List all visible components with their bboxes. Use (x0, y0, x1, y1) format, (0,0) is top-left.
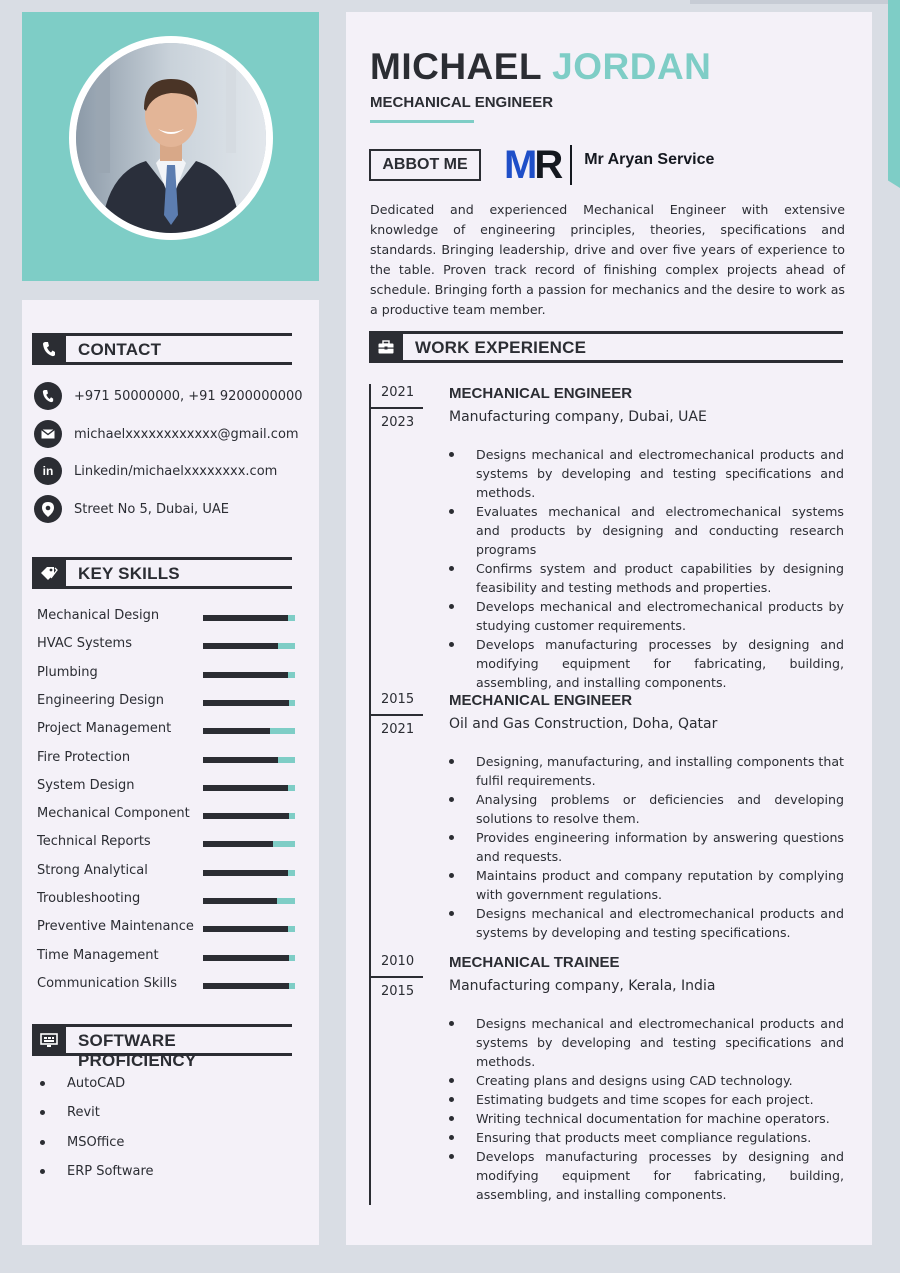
skill-level-bar (203, 700, 295, 706)
contact-title: CONTACT (78, 340, 162, 359)
contact-phone (34, 382, 303, 410)
skill-name: Time Management (37, 947, 159, 963)
right-panel (346, 12, 872, 1245)
skill-level-bar (203, 728, 295, 734)
skill-level-bar (203, 983, 295, 989)
brand-logo (504, 144, 714, 186)
skill-name: Strong Analytical (37, 862, 148, 878)
skill-name: Engineering Design (37, 692, 165, 708)
skill-name: Preventive Maintenance (37, 919, 194, 935)
job-duty: Develops manufacturing processes by designing and modifying equipment for fabricating, building, assembling, and installing components. (476, 1149, 844, 1202)
profile-photo (76, 43, 266, 233)
skill-name: Plumbing (37, 664, 98, 680)
skill-row (37, 692, 297, 712)
job-title: MECHANICAL TRAINEE (449, 954, 620, 971)
contact-linkedin[interactable] (34, 457, 277, 485)
contact-heading (32, 333, 292, 365)
job-duty: Creating plans and designs using CAD technology. (476, 1071, 844, 1090)
job-duties (476, 752, 844, 942)
software-item (40, 1105, 100, 1120)
software-item (40, 1076, 125, 1091)
job-duty: Evaluates mechanical and electromechanical systems and products by designing and conducting research programs (476, 504, 844, 557)
skill-level-fill (203, 955, 289, 961)
location-icon (34, 495, 62, 523)
job-duty: Maintains product and company reputation by complying with government regulations. (476, 868, 844, 902)
job-duty: Designs mechanical and electromechanical products and systems by developing and testing specifications and methods. (476, 1016, 844, 1069)
logo-separator (570, 145, 572, 185)
job-title: MECHANICAL ENGINEER (370, 94, 554, 111)
software-item (40, 1135, 124, 1150)
skill-name: Troubleshooting (37, 891, 141, 906)
job-company: Oil and Gas Construction, Doha, Qatar (449, 716, 718, 732)
skill-name: HVAC Systems (37, 636, 132, 652)
job-duty: Develops manufacturing processes by designing and modifying equipment for fabricating, building, assembling, and installing components. (476, 637, 844, 690)
briefcase-icon (369, 331, 403, 363)
skill-level-bar (203, 615, 295, 621)
linkedin-icon: in (34, 457, 62, 485)
skill-level-fill (203, 785, 288, 791)
job-duty: Writing technical documentation for machine operators. (476, 1109, 844, 1128)
skill-row (37, 749, 297, 769)
software-item (40, 1164, 154, 1179)
contact-address-text: Street No 5, Dubai, UAE (74, 501, 229, 517)
corner-accent (888, 0, 900, 188)
job-start-year: 2021 (381, 385, 415, 400)
software-name: MSOffice (67, 1134, 125, 1150)
software-title: SOFTWARE PROFICIENCY (78, 1031, 197, 1070)
skill-row (37, 720, 297, 740)
year-divider (369, 714, 423, 716)
email-icon (34, 420, 62, 448)
skill-level-bar (203, 643, 295, 649)
full-name (370, 46, 711, 88)
skill-row (37, 635, 297, 655)
skill-level-bar (203, 757, 295, 763)
job-duty: Confirms system and product capabilities by designing feasibility and testing methods and properties. (476, 561, 844, 595)
bullet-icon (40, 1140, 45, 1145)
job-end-year: 2015 (381, 984, 415, 999)
job-duty: Estimating budgets and time scopes for each project. (476, 1090, 844, 1109)
software-name: AutoCAD (67, 1076, 126, 1091)
job-duty: Designs mechanical and electromechanical products and systems by developing and testing specifications and methods. (476, 447, 844, 500)
skill-name: Project Management (37, 721, 172, 737)
job-start-year: 2010 (381, 954, 415, 969)
skill-level-fill (203, 643, 278, 649)
logo-mark: MR (504, 143, 561, 187)
profile-photo-frame (69, 36, 273, 240)
logo-brand-name: Mr Aryan Service (584, 151, 715, 168)
skill-name: Fire Protection (37, 749, 131, 765)
software-name: ERP Software (67, 1163, 154, 1179)
skill-level-fill (203, 672, 288, 678)
bullet-icon (40, 1081, 45, 1086)
job-end-year: 2023 (381, 415, 415, 430)
skill-level-bar (203, 841, 295, 847)
monitor-icon (32, 1024, 66, 1056)
bullet-icon (40, 1169, 45, 1174)
job-company: Manufacturing company, Kerala, India (449, 978, 716, 994)
phone-icon (32, 333, 66, 365)
skill-name: Communication Skills (37, 975, 177, 991)
skill-level-fill (203, 813, 289, 819)
contact-linkedin-text: Linkedin/michaelxxxxxxxx.com (74, 463, 278, 479)
skill-row (37, 664, 297, 684)
skill-name: Mechanical Design (37, 608, 160, 623)
bullet-icon (40, 1110, 45, 1115)
contact-address (34, 495, 229, 523)
job-duties (476, 1014, 844, 1204)
skill-level-bar (203, 672, 295, 678)
job-end-year: 2021 (381, 722, 415, 737)
skills-heading (32, 557, 292, 589)
job-duties (476, 445, 844, 692)
title-underline (370, 120, 474, 123)
skill-level-fill (203, 615, 288, 621)
skill-level-bar (203, 785, 295, 791)
tag-icon (32, 557, 66, 589)
job-duty: Develops mechanical and electromechanical products by studying customer requirements. (476, 599, 844, 633)
skill-level-bar (203, 898, 295, 904)
top-strip (690, 0, 900, 4)
skill-row (37, 947, 297, 967)
phone-icon (34, 382, 62, 410)
skill-name: Technical Reports (37, 834, 151, 850)
job-start-year: 2015 (381, 692, 415, 707)
left-panel (22, 300, 319, 1245)
skill-level-fill (203, 841, 273, 847)
skill-name: System Design (37, 777, 135, 793)
contact-email[interactable] (34, 420, 299, 448)
software-name: Revit (67, 1105, 100, 1121)
skill-row (37, 607, 297, 627)
work-title: WORK EXPERIENCE (415, 338, 587, 357)
job-duty: Designs mechanical and electromechanical products and systems by developing and testing specifications. (476, 906, 844, 940)
skill-name: Mechanical Component (37, 806, 190, 822)
job-duty: Ensuring that products meet compliance regulations. (476, 1128, 844, 1147)
skill-level-bar (203, 870, 295, 876)
skill-row (37, 833, 297, 853)
about-text: Dedicated and experienced Mechanical Engineer with extensive knowledge of engineering principles, theories, specifications and standards. Bringing leadership, drive and over five years of experience to the table. Proven track record of finishing complex projects ahead of schedule. Bringing forth a passion for mechanics and the desire to work as a productive team member. (370, 202, 845, 317)
first-name: MICHAEL (370, 46, 542, 87)
year-divider (369, 976, 423, 978)
about-heading: ABBOT ME (369, 149, 481, 181)
job-duty: Designing, manufacturing, and installing components that fulfil requirements. (476, 754, 844, 788)
job-title: MECHANICAL ENGINEER (449, 692, 633, 709)
skill-row (37, 805, 297, 825)
timeline-line (369, 384, 371, 1205)
skill-row (37, 890, 297, 910)
skill-row (37, 975, 297, 995)
skill-row (37, 918, 297, 938)
job-company: Manufacturing company, Dubai, UAE (449, 409, 707, 425)
contact-email-text: michaelxxxxxxxxxxxx@gmail.com (74, 426, 299, 442)
skill-level-fill (203, 757, 278, 763)
skill-level-fill (203, 728, 270, 734)
year-divider (369, 407, 423, 409)
software-heading (32, 1024, 292, 1070)
skill-level-fill (203, 926, 288, 932)
skill-row (37, 777, 297, 797)
skill-level-fill (203, 870, 288, 876)
work-heading (369, 331, 843, 363)
contact-phone-text: +971 50000000, +91 9200000000 (74, 388, 303, 404)
job-duty: Provides engineering information by answering questions and requests. (476, 830, 844, 864)
skill-level-fill (203, 983, 289, 989)
skill-level-fill (203, 898, 277, 904)
photo-panel (22, 12, 319, 281)
skill-level-bar (203, 955, 295, 961)
skill-level-fill (203, 700, 289, 706)
job-title: MECHANICAL ENGINEER (449, 385, 633, 402)
job-duty: Analysing problems or deficiencies and developing solutions to resolve them. (476, 792, 844, 826)
skill-level-bar (203, 813, 295, 819)
skill-level-bar (203, 926, 295, 932)
last-name: JORDAN (552, 46, 712, 87)
skills-title: KEY SKILLS (78, 564, 180, 583)
skill-row (37, 862, 297, 882)
